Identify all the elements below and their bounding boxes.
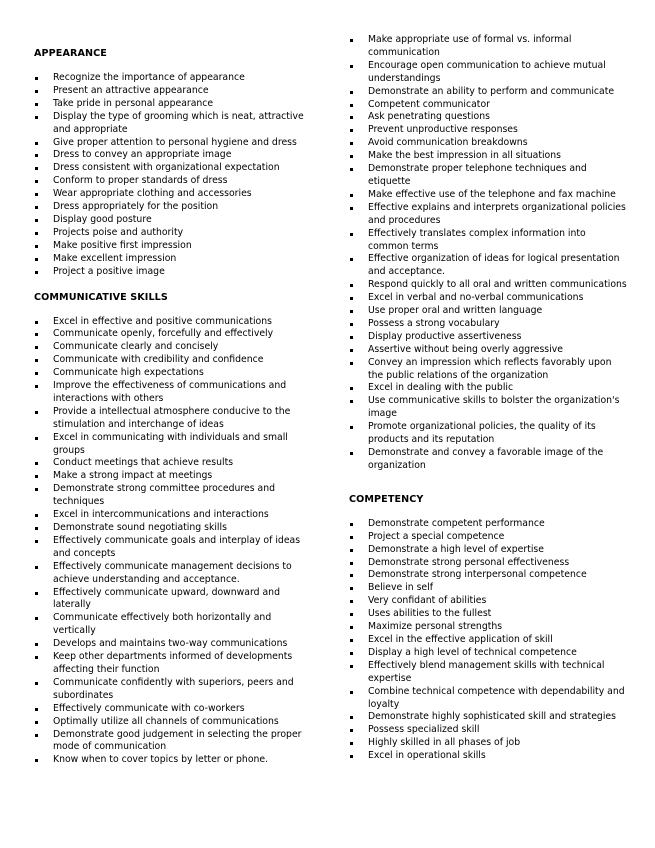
list-item: Possess specialized skill [349,724,629,737]
list-item: Very confidant of abilities [349,595,629,608]
list-item: Encourage open communication to achieve mutual understandings [349,60,629,86]
list-item: Communicate confidently with superiors, peers and subordinates [34,677,308,703]
list-item: Maximize personal strengths [349,621,629,634]
list-item: Effective explains and interprets organizational policies and procedures [349,202,629,228]
appearance-heading: APPEARANCE [34,48,107,59]
list-item: Display a high level of technical competence [349,647,629,660]
list-item: Project a special competence [349,531,629,544]
list-item: Dress appropriately for the position [34,201,308,214]
list-item: Excel in dealing with the public [349,382,629,395]
list-item: Demonstrate strong committee procedures and techniques [34,483,308,509]
list-item: Effectively communicate upward, downward and laterally [34,587,308,613]
list-item: Make effective use of the telephone and fax machine [349,189,629,202]
list-item: Develops and maintains two-way communications [34,638,308,651]
communicative-list-part1 [34,316,308,768]
competency-list [349,518,629,763]
list-item: Possess a strong vocabulary [349,318,629,331]
list-item: Display good posture [34,214,308,227]
list-item: Demonstrate highly sophisticated skill and strategies [349,711,629,724]
list-item: Make the best impression in all situations [349,150,629,163]
list-item: Excel in the effective application of skill [349,634,629,647]
list-item: Communicate with credibility and confidence [34,354,308,367]
list-item: Demonstrate strong personal effectiveness [349,557,629,570]
list-item: Uses abilities to the fullest [349,608,629,621]
list-item: Effectively communicate goals and interplay of ideas and concepts [34,535,308,561]
list-item: Respond quickly to all oral and written communications [349,279,629,292]
list-item: Make excellent impression [34,253,308,266]
list-item: Demonstrate proper telephone techniques and etiquette [349,163,629,189]
list-item: Excel in effective and positive communications [34,316,308,329]
list-item: Dress to convey an appropriate image [34,149,308,162]
list-item: Promote organizational policies, the quality of its products and its reputation [349,421,629,447]
list-item: Highly skilled in all phases of job [349,737,629,750]
list-item: Demonstrate and convey a favorable image of the organization [349,447,629,473]
right-column [349,34,629,763]
list-item: Give proper attention to personal hygiene and dress [34,137,308,150]
list-item: Excel in intercommunications and interactions [34,509,308,522]
list-item: Effective organization of ideas for logical presentation and acceptance. [349,253,629,279]
list-item: Believe in self [349,582,629,595]
list-item: Keep other departments informed of developments affecting their function [34,651,308,677]
list-item: Communicate openly, forcefully and effectively [34,328,308,341]
list-item: Conform to proper standards of dress [34,175,308,188]
list-item: Demonstrate good judgement in selecting the proper mode of communication [34,729,308,755]
list-item: Take pride in personal appearance [34,98,308,111]
list-item: Know when to cover topics by letter or phone. [34,754,308,767]
list-item: Make appropriate use of formal vs. informal communication [349,34,629,60]
communicative-skills-heading: COMMUNICATIVE SKILLS [34,291,168,303]
list-item: Conduct meetings that achieve results [34,457,308,470]
list-item: Demonstrate sound negotiating skills [34,522,308,535]
list-item: Present an attractive appearance [34,85,308,98]
list-item: Make a strong impact at meetings [34,470,308,483]
list-item: Make positive first impression [34,240,308,253]
list-item: Improve the effectiveness of communications and interactions with others [34,380,308,406]
list-item: Effectively translates complex information into common terms [349,228,629,254]
list-item: Combine technical competence with dependability and loyalty [349,686,629,712]
list-item: Demonstrate competent performance [349,518,629,531]
list-item: Projects poise and authority [34,227,308,240]
appearance-list [34,72,308,279]
list-item: Effectively blend management skills with technical expertise [349,660,629,686]
list-item: Excel in communicating with individuals and small groups [34,432,308,458]
list-item: Optimally utilize all channels of communications [34,716,308,729]
list-item: Demonstrate an ability to perform and communicate [349,86,629,99]
left-column [34,47,308,767]
list-item: Communicate clearly and concisely [34,341,308,354]
list-item: Use proper oral and written language [349,305,629,318]
list-item: Use communicative skills to bolster the organization's image [349,395,629,421]
list-item: Convey an impression which reflects favorably upon the public relations of the organization [349,357,629,383]
list-item: Avoid communication breakdowns [349,137,629,150]
list-item: Display productive assertiveness [349,331,629,344]
competency-heading: COMPETENCY [349,493,424,505]
list-item: Assertive without being overly aggressive [349,344,629,357]
list-item: Dress consistent with organizational expectation [34,162,308,175]
list-item: Ask penetrating questions [349,111,629,124]
list-item: Effectively communicate management decisions to achieve understanding and acceptance. [34,561,308,587]
list-item: Demonstrate strong interpersonal competence [349,569,629,582]
list-item: Communicate effectively both horizontally and vertically [34,612,308,638]
list-item: Wear appropriate clothing and accessories [34,188,308,201]
list-item: Prevent unproductive responses [349,124,629,137]
list-item: Display the type of grooming which is neat, attractive and appropriate [34,111,308,137]
list-item: Effectively communicate with co-workers [34,703,308,716]
list-item: Recognize the importance of appearance [34,72,308,85]
list-item: Provide a intellectual atmosphere conducive to the stimulation and interchange of ideas [34,406,308,432]
list-item: Project a positive image [34,266,308,279]
list-item: Excel in operational skills [349,750,629,763]
list-item: Excel in verbal and no-verbal communications [349,292,629,305]
list-item: Communicate high expectations [34,367,308,380]
list-item: Demonstrate a high level of expertise [349,544,629,557]
communicative-list-part2 [349,34,629,473]
list-item: Competent communicator [349,99,629,112]
